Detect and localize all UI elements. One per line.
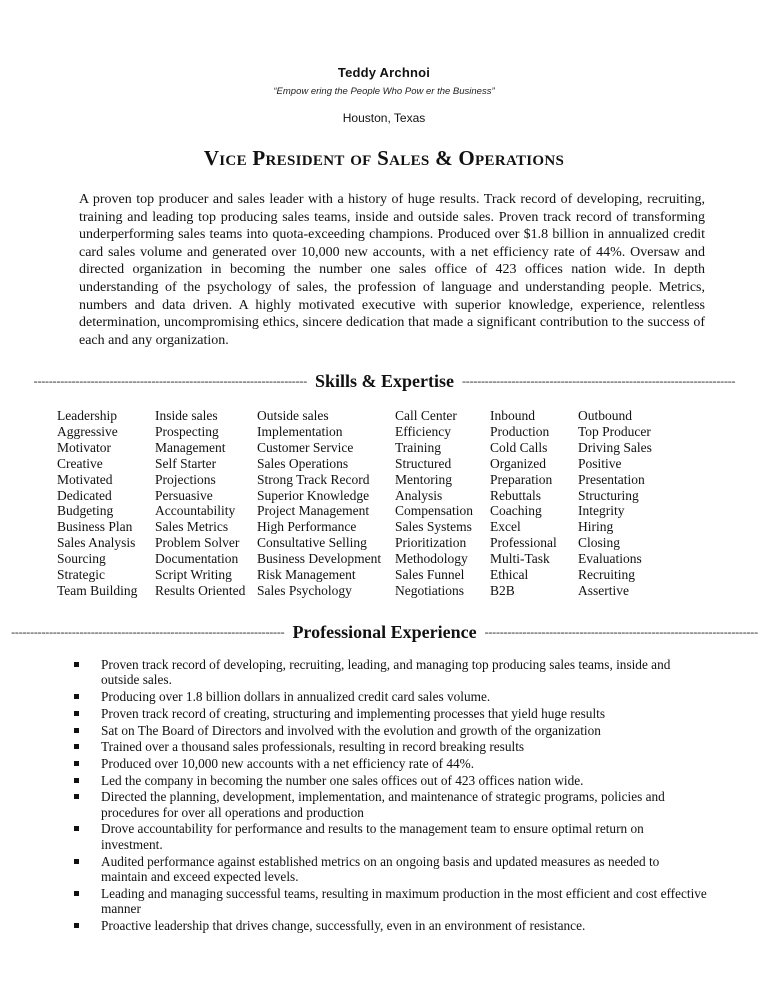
skill-item: Leadership [57,408,117,423]
skill-item: Strategic [57,567,105,583]
skill-item: Inside sales [155,408,218,423]
skills-row [57,440,668,456]
skill-item: Sales Psychology [257,582,352,598]
experience-bullet-text: Producing over 1.8 billion dollars in annualized credit card sales volume. [101,689,491,705]
experience-bullet-text: Proactive leadership that drives change, successfully, even in an environment of resistance. [101,917,586,933]
skill-item: Sales Funnel [395,567,465,583]
experience-bullet-text: Trained over a thousand sales professionals, resulting in record breaking results [101,739,525,755]
square-bullet-icon [74,761,79,766]
experience-bullet [72,886,707,917]
skills-row [57,456,668,472]
skill-item: Sales Systems [395,519,472,535]
square-bullet-icon [74,744,79,749]
skill-item: Documentation [155,551,239,567]
skill-item: Superior Knowledge [257,487,370,503]
skills-table [57,408,668,599]
skill-item: Preparation [490,471,553,487]
candidate-name: Teddy Archnoi [337,65,431,80]
experience-section-title: Professional Experience [292,622,477,642]
experience-bullet [72,918,707,933]
experience-bullet-text: Proven track record of developing, recruiting, leading, and managing top producing sales teams, inside and outside sales. [101,657,671,688]
skill-item: Call Center [395,408,457,423]
square-bullet-icon [74,794,79,799]
experience-bullet-text: Sat on The Board of Directors and involved with the evolution and growth of the organization [101,722,601,738]
skill-item: Professional [490,535,557,551]
skill-item: Methodology [395,551,468,567]
divider-dashes-right: ------------------------------------------------------------------------ [484,625,758,639]
experience-bullet-text: Leading and managing successful teams, resulting in maximum production in the most efficient and cost effective manner [101,885,707,917]
skill-item: Sales Metrics [155,519,229,535]
experience-bullet-text: Drove accountability for performance and results to the management team to ensure optimal return on investment. [101,821,644,852]
skill-item: Ethical [490,567,529,583]
divider-dashes-right: ------------------------------------------------------------------------ [462,374,736,388]
skills-row [57,567,668,583]
summary-paragraph: A proven top producer and sales leader with a history of huge results. Track record of developing, recruiting, training and leading top producing sales teams, inside and outside sales. Proven track record of transforming underperforming sales teams into quota-exceeding champions. Produced over $1.8 billion in annualized credit card sales volume and generated over 10,000 new accounts, with a net efficiency rate of 44%. Oversaw and directed organization in becoming the number one sales office of 423 offices nation wide. In depth understanding of the psychology of sales, the profession of language and understanding people. Metrics, numbers and data driven. A highly motivated executive with superior knowledge, experience, relentless determination, uncompromising ethics, sincere dedication that made a significant contribution to the success of each and any organization. [79,192,705,348]
experience-bullet [72,689,707,704]
skill-item: Customer Service [257,439,354,455]
skill-item: Budgeting [57,503,114,519]
skill-item: Assertive [578,582,629,598]
skills-section-divider [33,371,736,392]
experience-bullet [72,723,707,738]
skill-item: Script Writing [155,567,232,583]
location: Houston, Texas [342,111,426,125]
skill-item: Mentoring [395,471,452,487]
skill-item: Rebuttals [490,487,541,503]
square-bullet-icon [74,826,79,831]
experience-bullet [72,854,707,885]
square-bullet-icon [74,923,79,928]
skill-item: B2B [490,582,515,598]
skill-item: Accountability [155,503,236,519]
experience-bullet-list [72,657,707,934]
skill-item: Dedicated [57,487,112,503]
skill-item: Recruiting [578,567,635,583]
skills-row [57,503,668,519]
skill-item: Inbound [490,408,535,423]
skill-item: Prioritization [395,535,467,551]
skill-item: Outbound [578,408,632,423]
skill-item: Training [395,439,442,455]
skills-row [57,535,668,551]
skill-item: Presentation [578,471,645,487]
square-bullet-icon [74,662,79,667]
skill-item: Efficiency [395,423,451,439]
experience-bullet [72,789,707,820]
skill-item: Multi-Task [490,551,550,567]
skills-row [57,551,668,567]
experience-bullet [72,756,707,771]
square-bullet-icon [74,859,79,864]
experience-bullet-text: Produced over 10,000 new accounts with a net efficiency rate of 44%. [101,755,475,771]
skill-item: Top Producer [578,423,651,439]
skill-item: Sourcing [57,551,106,567]
skill-item: Organized [490,455,546,471]
skill-item: Positive [578,455,622,471]
skill-item: Team Building [57,582,138,598]
skill-item: Closing [578,535,621,551]
skill-item: Persuasive [155,487,213,503]
divider-dashes-left: ------------------------------------------------------------------------ [11,625,285,639]
skill-item: Risk Management [257,567,356,583]
experience-bullet-text: Proven track record of creating, structuring and implementing processes that yield huge results [101,705,606,721]
experience-bullet [72,706,707,721]
square-bullet-icon [74,711,79,716]
skill-item: Aggressive [57,423,118,439]
skill-item: Motivated [57,471,113,487]
skill-item: Production [490,423,550,439]
skill-item: Sales Analysis [57,535,136,551]
experience-bullet-text: Directed the planning, development, implementation, and maintenance of strategic programs, policies and procedures for over all operations and production [101,789,665,820]
skills-table-body [57,408,668,599]
square-bullet-icon [74,891,79,896]
experience-bullet-text: Audited performance against established metrics on an ongoing basis and updated measures as needed to maintain and exceed expected levels. [101,853,660,884]
skill-item: Motivator [57,439,111,455]
skill-item: Outside sales [257,408,329,423]
skill-item: Analysis [395,487,443,503]
skill-item: Consultative Selling [257,535,367,551]
skills-section-title: Skills & Expertise [315,371,455,391]
skill-item: Structuring [578,487,639,503]
skill-item: Self Starter [155,455,217,471]
skill-item: Prospecting [155,423,219,439]
skills-row [57,519,668,535]
skill-item: Problem Solver [155,535,240,551]
skill-item: Driving Sales [578,439,652,455]
skill-item: Business Plan [57,519,133,535]
skill-item: Sales Operations [257,455,349,471]
skill-item: Project Management [257,503,370,519]
experience-bullet [72,739,707,754]
experience-bullet [72,657,707,688]
skills-row [57,583,668,599]
skills-row [57,408,668,424]
skill-item: Business Development [257,551,382,567]
square-bullet-icon [74,778,79,783]
experience-section-divider [11,622,758,643]
skill-item: Evaluations [578,551,642,567]
skill-item: Hiring [578,519,614,535]
square-bullet-icon [74,728,79,733]
experience-bullet-text: Led the company in becoming the number one sales offices out of 423 offices nation wide. [101,772,584,788]
skill-item: Projections [155,471,216,487]
skill-item: Compensation [395,503,473,519]
skill-item: Results Oriented [155,582,246,598]
skill-item: Negotiations [395,582,464,598]
skill-item: Structured [395,455,452,471]
skills-row [57,472,668,488]
skill-item: Strong Track Record [257,471,370,487]
divider-dashes-left: ------------------------------------------------------------------------ [33,374,307,388]
skills-row [57,488,668,504]
experience-bullet [72,821,707,852]
skills-row [57,424,668,440]
skill-item: Coaching [490,503,542,519]
experience-bullet [72,773,707,788]
skill-item: Implementation [257,423,343,439]
skill-item: Management [155,439,226,455]
skill-item: Integrity [578,503,625,519]
tagline: “Empow ering the People Who Pow er the Business” [273,86,495,97]
job-headline: Vice President of Sales & Operations [203,146,565,170]
skill-item: Excel [490,519,521,535]
skill-item: High Performance [257,519,357,535]
skill-item: Creative [57,455,103,471]
square-bullet-icon [74,694,79,699]
skill-item: Cold Calls [490,439,548,455]
